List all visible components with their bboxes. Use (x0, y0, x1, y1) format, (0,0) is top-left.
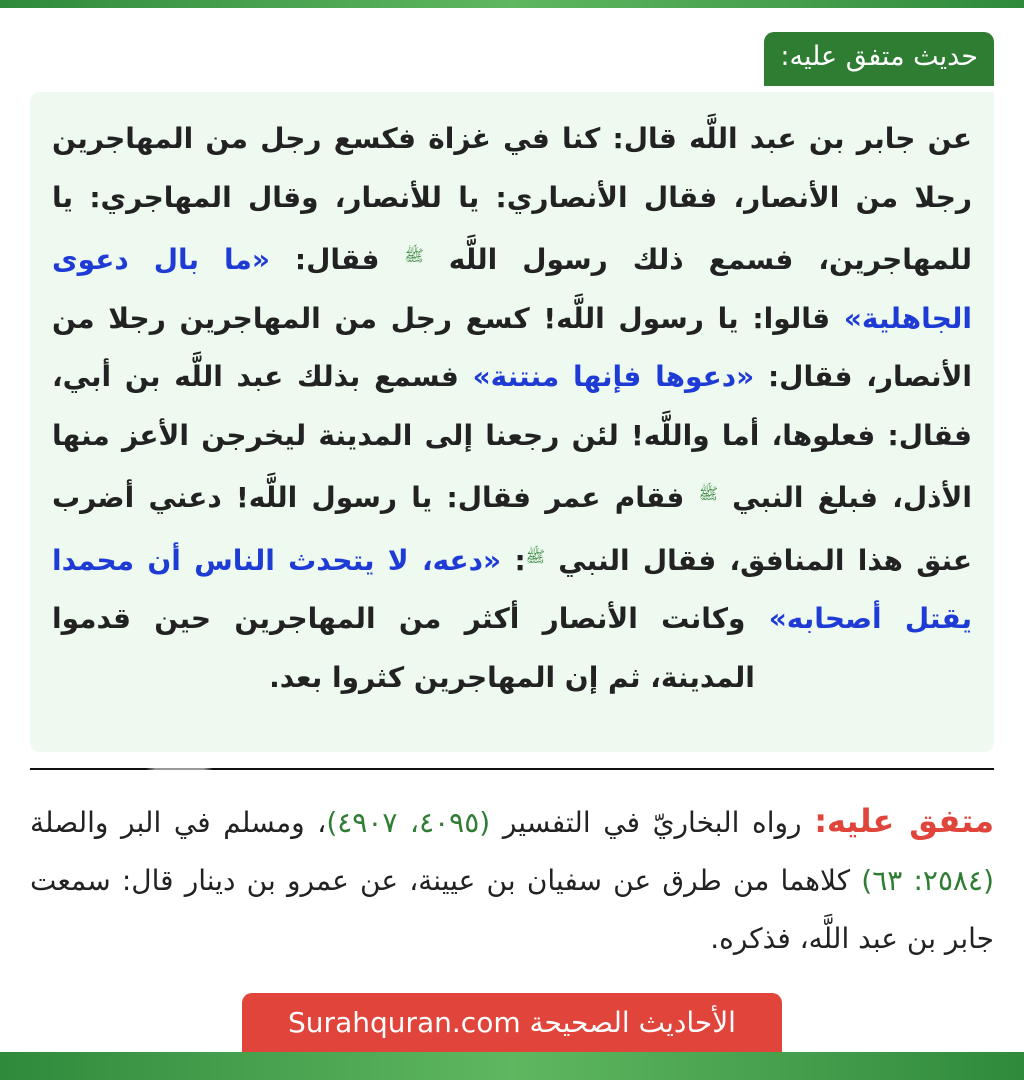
hadith-text: قالوا: يا رسول اللَّه! كسع رجل من المهاجرين رجلا من الأنصار، فقال: (52, 301, 973, 393)
hadith-text: عن جابر بن عبد اللَّه قال: كنا في غزاة فكسع رجل من المهاجرين رجلا من الأنصار، فقال الأنصاري: يا للأنصار، وقال المهاجري: يا للمهاجرين، فسمع ذلك رسول اللَّه (52, 122, 973, 276)
salawat-symbol: ﷺ (698, 484, 718, 503)
hadith-text: فقال: (294, 243, 380, 276)
salawat-symbol: ﷺ (404, 246, 424, 265)
hadith-label: حديث متفق عليه: (764, 32, 994, 86)
hadith-text-box (30, 92, 994, 752)
prophet-quote: «دعه، لا يتحدث الناس أن محمدا يقتل أصحابه» (52, 543, 973, 635)
site-badge: الأحاديث الصحيحة Surahquran.com (242, 993, 782, 1053)
prophet-quote: «ما بال دعوى الجاهلية» (52, 243, 972, 335)
top-accent-bar (0, 0, 1024, 8)
source-numbers: (٤٠٩٥، ٤٩٠٧) (326, 806, 491, 839)
salawat-symbol: ﷺ (525, 546, 545, 566)
hadith-text: وكانت الأنصار أكثر من المهاجرين حين قدموا المدينة، ثم إن المهاجرين كثروا بعد. (52, 602, 755, 694)
hadith-text: : (514, 543, 526, 577)
source-numbers: (٢٥٨٤: ٦٣) (861, 864, 994, 897)
hadith-text: فقام عمر فقال: يا رسول اللَّه! دعني أضرب عنق هذا المنافق، فقال النبي (52, 481, 973, 577)
source-text: كلاهما من طرق عن سفيان بن عيينة، عن عمرو بن دينار قال: سمعت جابر بن عبد اللَّه، فذكره. (30, 864, 994, 955)
hadith-text: فسمع بذلك عبد اللَّه بن أبي، فقال: فعلوها، أما واللَّه! لئن رجعنا إلى المدينة ليخرجن الأعز منها الأذل، فبلغ النبي (52, 360, 972, 514)
prophet-quote: «دعوها فإنها منتنة» (472, 360, 755, 393)
bottom-accent-bar (0, 1052, 1024, 1080)
source-text: رواه البخاريّ في التفسير (502, 806, 802, 839)
source-reference (30, 792, 994, 968)
source-title: متفق عليه: (814, 802, 994, 840)
divider (30, 768, 994, 770)
source-text: ، ومسلم في البر والصلة (30, 806, 327, 839)
